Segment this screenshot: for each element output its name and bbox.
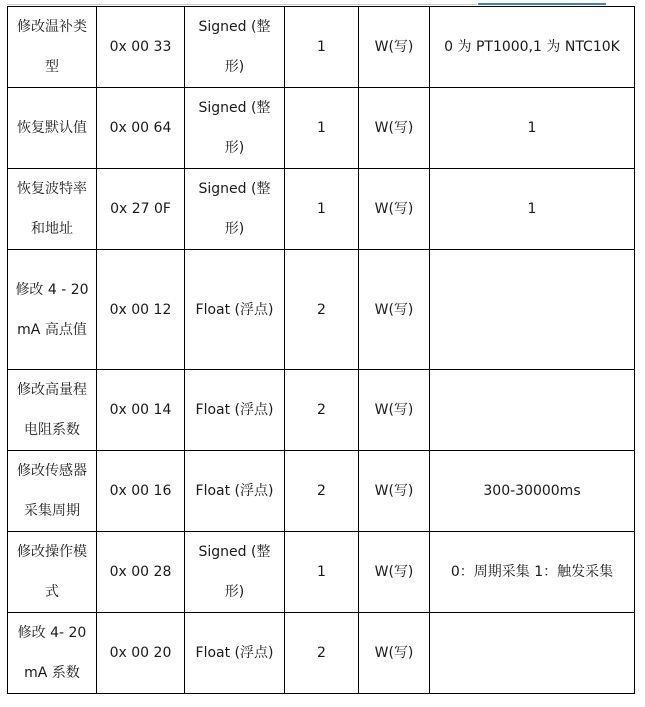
register-type: Signed (整形) — [185, 7, 285, 88]
register-length: 2 — [285, 250, 359, 370]
register-note: 1 — [430, 88, 635, 169]
register-type: Float (浮点) — [185, 451, 285, 532]
table-row — [8, 370, 635, 451]
register-note — [430, 250, 635, 370]
register-type: Float (浮点) — [185, 613, 285, 694]
header-rule — [7, 4, 477, 5]
register-length: 1 — [285, 7, 359, 88]
register-length: 2 — [285, 613, 359, 694]
register-table — [7, 6, 635, 694]
register-name: 修改高量程电阻系数 — [8, 370, 97, 451]
register-address: 0x 00 12 — [97, 250, 185, 370]
register-name: 恢复默认值 — [8, 88, 97, 169]
register-type: Signed (整形) — [185, 532, 285, 613]
register-type: Signed (整形) — [185, 169, 285, 250]
table-row — [8, 88, 635, 169]
table-row — [8, 169, 635, 250]
register-type: Signed (整形) — [185, 88, 285, 169]
register-length: 2 — [285, 451, 359, 532]
register-length: 2 — [285, 370, 359, 451]
register-note — [430, 370, 635, 451]
register-name: 修改传感器采集周期 — [8, 451, 97, 532]
register-name: 修改 4 - 20mA 高点值 — [8, 250, 97, 370]
register-address: 0x 00 33 — [97, 7, 185, 88]
register-note: 1 — [430, 169, 635, 250]
register-type: Float (浮点) — [185, 250, 285, 370]
register-name: 修改 4- 20mA 系数 — [8, 613, 97, 694]
register-type: Float (浮点) — [185, 370, 285, 451]
header-accent-rule — [478, 3, 606, 5]
register-access: W(写) — [359, 250, 430, 370]
register-note: 0：周期采集 1：触发采集 — [430, 532, 635, 613]
table-row — [8, 7, 635, 88]
register-note — [430, 613, 635, 694]
register-note: 300-30000ms — [430, 451, 635, 532]
table-row — [8, 250, 635, 370]
register-access: W(写) — [359, 88, 430, 169]
register-note: 0 为 PT1000,1 为 NTC10K — [430, 7, 635, 88]
register-access: W(写) — [359, 613, 430, 694]
register-address: 0x 00 14 — [97, 370, 185, 451]
register-length: 1 — [285, 88, 359, 169]
register-address: 0x 00 28 — [97, 532, 185, 613]
table-row — [8, 613, 635, 694]
register-access: W(写) — [359, 169, 430, 250]
register-length: 1 — [285, 169, 359, 250]
register-address: 0x 00 16 — [97, 451, 185, 532]
register-access: W(写) — [359, 370, 430, 451]
register-address: 0x 00 20 — [97, 613, 185, 694]
register-access: W(写) — [359, 451, 430, 532]
table-row — [8, 532, 635, 613]
register-length: 1 — [285, 532, 359, 613]
register-name: 修改操作模式 — [8, 532, 97, 613]
register-address: 0x 00 64 — [97, 88, 185, 169]
register-name: 恢复波特率和地址 — [8, 169, 97, 250]
register-address: 0x 27 0F — [97, 169, 185, 250]
register-access: W(写) — [359, 532, 430, 613]
register-name: 修改温补类型 — [8, 7, 97, 88]
register-access: W(写) — [359, 7, 430, 88]
table-row — [8, 451, 635, 532]
